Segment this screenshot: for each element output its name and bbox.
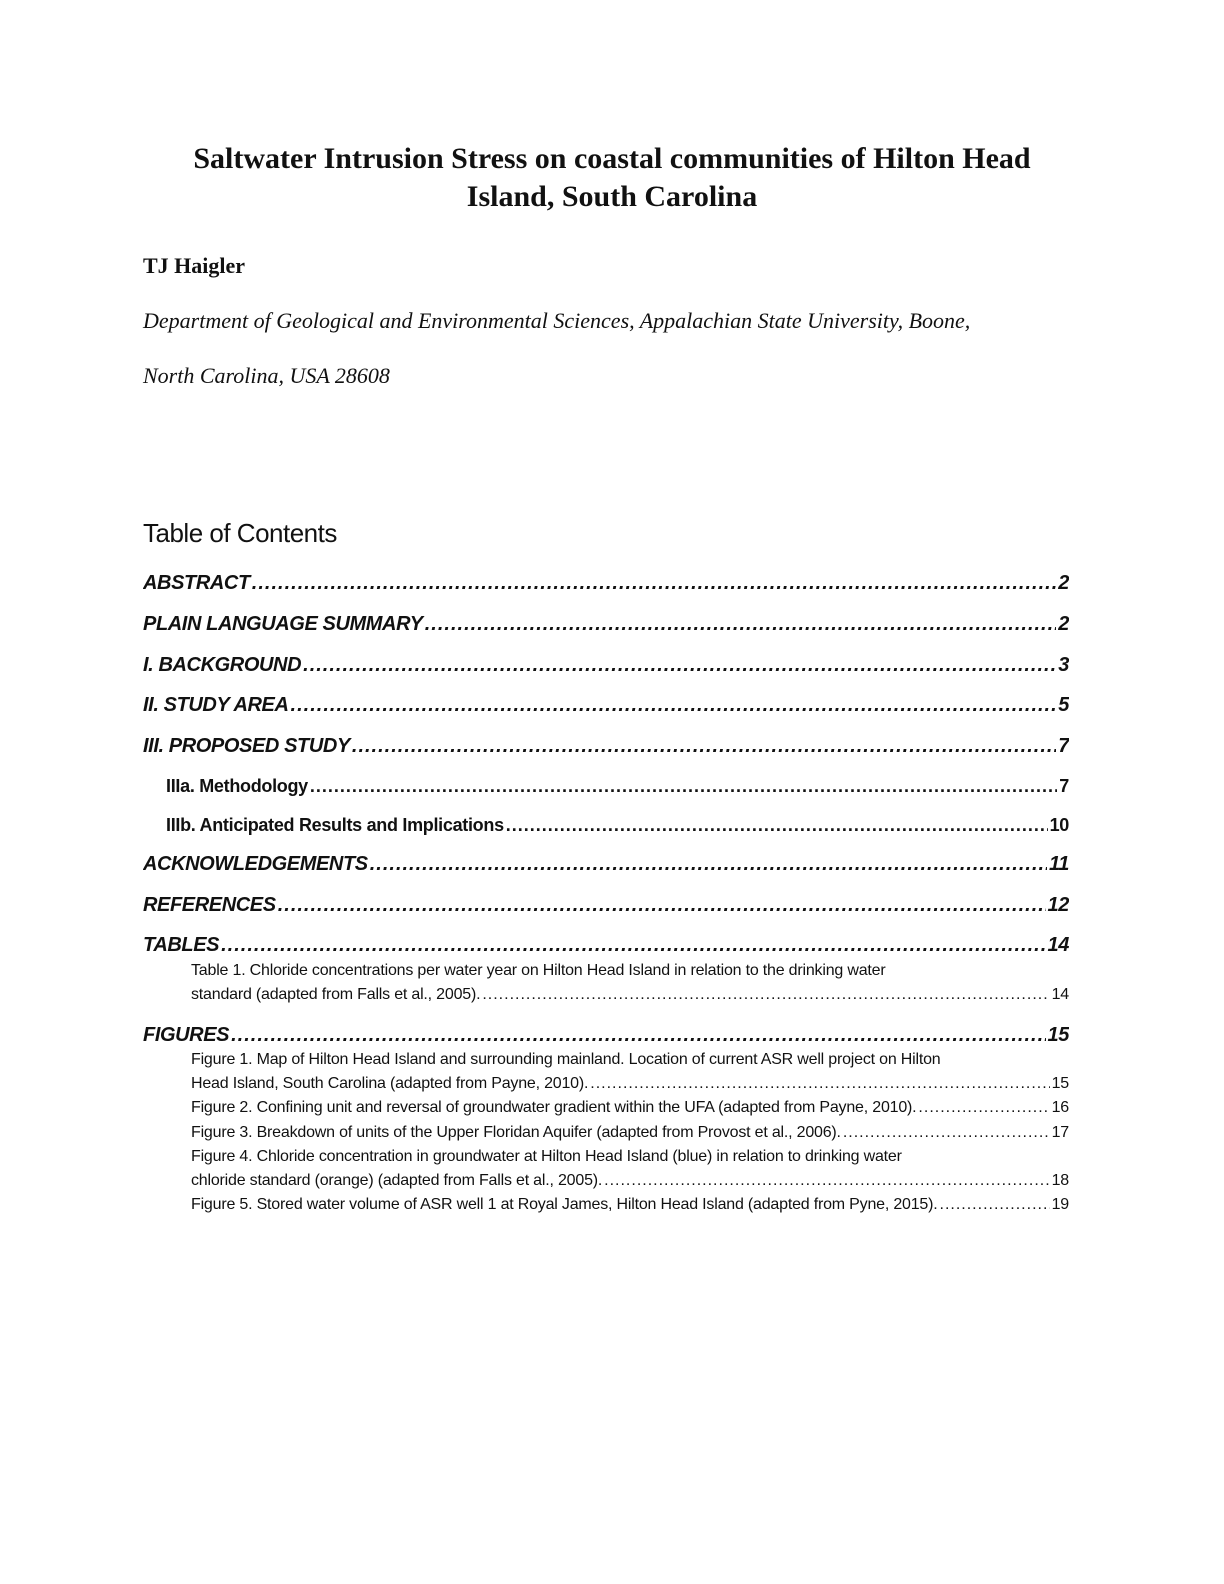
toc-entry-page: 2 bbox=[1058, 613, 1069, 635]
toc-entry[interactable] bbox=[166, 815, 1069, 836]
dot-leader bbox=[370, 853, 1047, 876]
toc-entry[interactable] bbox=[166, 776, 1069, 797]
toc-entry-page: 5 bbox=[1058, 694, 1069, 716]
toc-entry-page: 17 bbox=[1051, 1123, 1069, 1141]
toc-entry-page: 16 bbox=[1051, 1099, 1069, 1117]
dot-leader bbox=[310, 776, 1057, 797]
toc-entry-label: IIIa. Methodology bbox=[166, 776, 308, 796]
toc-entry-page: 2 bbox=[1058, 572, 1069, 594]
figures-entry[interactable] bbox=[191, 1099, 1069, 1117]
tables-entry-line[interactable]: Table 1. Chloride concentrations per water year on Hilton Head Island in relation to the drinking water bbox=[191, 962, 886, 979]
affiliation-line: North Carolina, USA 28608 bbox=[143, 363, 390, 388]
tables-entry[interactable] bbox=[191, 986, 1069, 1004]
toc-entry-page: 10 bbox=[1049, 815, 1069, 835]
toc-entry-label: Figure 3. Breakdown of units of the Upper Floridan Aquifer (adapted from Provost et al., 2006). bbox=[191, 1123, 841, 1141]
dot-leader bbox=[940, 1196, 1050, 1214]
toc-entry-page: 15 bbox=[1051, 1075, 1069, 1093]
figures-entry[interactable] bbox=[191, 1124, 1069, 1142]
dot-leader bbox=[843, 1124, 1050, 1142]
toc-entry-page: 11 bbox=[1049, 853, 1069, 875]
toc-entry-page: 15 bbox=[1047, 1024, 1069, 1046]
figures-entry-line[interactable]: Figure 4. Chloride concentration in groundwater at Hilton Head Island (blue) in relation to drinking water bbox=[191, 1147, 902, 1165]
toc-entry-label: IIIb. Anticipated Results and Implications bbox=[166, 815, 504, 835]
figures-entry[interactable] bbox=[191, 1196, 1069, 1214]
dot-leader bbox=[590, 1075, 1049, 1093]
toc-entry-label: II. STUDY AREA bbox=[143, 694, 289, 716]
toc-entry-page: 14 bbox=[1047, 934, 1069, 956]
toc-entry[interactable] bbox=[143, 654, 1069, 677]
toc-entry-label: ACKNOWLEDGEMENTS bbox=[143, 853, 368, 875]
toc-entry-label: III. PROPOSED STUDY bbox=[143, 735, 350, 757]
figures-entry-line[interactable]: Figure 1. Map of Hilton Head Island and surrounding mainland. Location of current ASR well project on Hilton bbox=[191, 1051, 941, 1068]
figures-entry[interactable] bbox=[191, 1172, 1069, 1190]
title-line: Saltwater Intrusion Stress on coastal communities of Hilton Head bbox=[193, 142, 1031, 175]
toc-entry-label: Figure 5. Stored water volume of ASR well 1 at Royal James, Hilton Head Island (adapted from Pyne, 2015). bbox=[191, 1196, 938, 1214]
toc-entry-page: 19 bbox=[1051, 1196, 1069, 1214]
toc-entry[interactable] bbox=[143, 735, 1069, 758]
dot-leader bbox=[918, 1099, 1049, 1117]
toc-entry-label: REFERENCES bbox=[143, 894, 276, 916]
dot-leader bbox=[252, 572, 1056, 595]
toc-entry[interactable] bbox=[143, 694, 1069, 717]
toc-entry[interactable] bbox=[143, 1024, 1069, 1047]
toc-entry-label: Head Island, South Carolina (adapted from Payne, 2010). bbox=[191, 1075, 589, 1093]
toc-entry[interactable] bbox=[143, 613, 1069, 636]
dot-leader bbox=[506, 815, 1048, 836]
affiliation-line: Department of Geological and Environmental Sciences, Appalachian State University, Boone, bbox=[143, 308, 971, 333]
toc-entry-label: TABLES bbox=[143, 934, 220, 956]
dot-leader bbox=[352, 735, 1056, 758]
dot-leader bbox=[221, 934, 1045, 957]
toc-entry-page: 12 bbox=[1047, 894, 1069, 916]
toc-entry-page: 7 bbox=[1058, 735, 1069, 757]
title-line: Island, South Carolina bbox=[466, 180, 758, 213]
toc-entry[interactable] bbox=[143, 853, 1069, 876]
toc-entry-page: 7 bbox=[1059, 776, 1069, 796]
toc-entry-page: 18 bbox=[1051, 1172, 1069, 1189]
toc-entry-label: I. BACKGROUND bbox=[143, 654, 302, 676]
toc-entry-label: Figure 2. Confining unit and reversal of groundwater gradient within the UFA (adapted from Payne, 2010). bbox=[191, 1099, 917, 1117]
dot-leader bbox=[604, 1172, 1049, 1190]
toc-entry-label: chloride standard (orange) (adapted from Falls et al., 2005). bbox=[191, 1172, 603, 1189]
dot-leader bbox=[425, 613, 1057, 636]
toc-entry-page: 3 bbox=[1058, 654, 1069, 676]
toc-entry[interactable] bbox=[143, 894, 1069, 917]
toc-entry[interactable] bbox=[143, 934, 1069, 957]
toc-entry-label: standard (adapted from Falls et al., 2005). bbox=[191, 986, 481, 1004]
toc-heading: Table of Contents bbox=[143, 518, 337, 548]
document-title bbox=[0, 140, 1224, 216]
dot-leader bbox=[278, 894, 1046, 917]
toc-entry-page: 14 bbox=[1051, 986, 1069, 1004]
toc-entry-label: PLAIN LANGUAGE SUMMARY bbox=[143, 613, 423, 635]
dot-leader bbox=[231, 1024, 1045, 1047]
author: TJ Haigler bbox=[143, 253, 246, 278]
toc-entry-label: FIGURES bbox=[143, 1024, 230, 1046]
figures-entry[interactable] bbox=[191, 1075, 1069, 1093]
dot-leader bbox=[482, 986, 1049, 1004]
toc-entry-label: ABSTRACT bbox=[143, 572, 250, 594]
toc-entry[interactable] bbox=[143, 572, 1069, 595]
dot-leader bbox=[303, 654, 1056, 677]
dot-leader bbox=[291, 694, 1057, 717]
